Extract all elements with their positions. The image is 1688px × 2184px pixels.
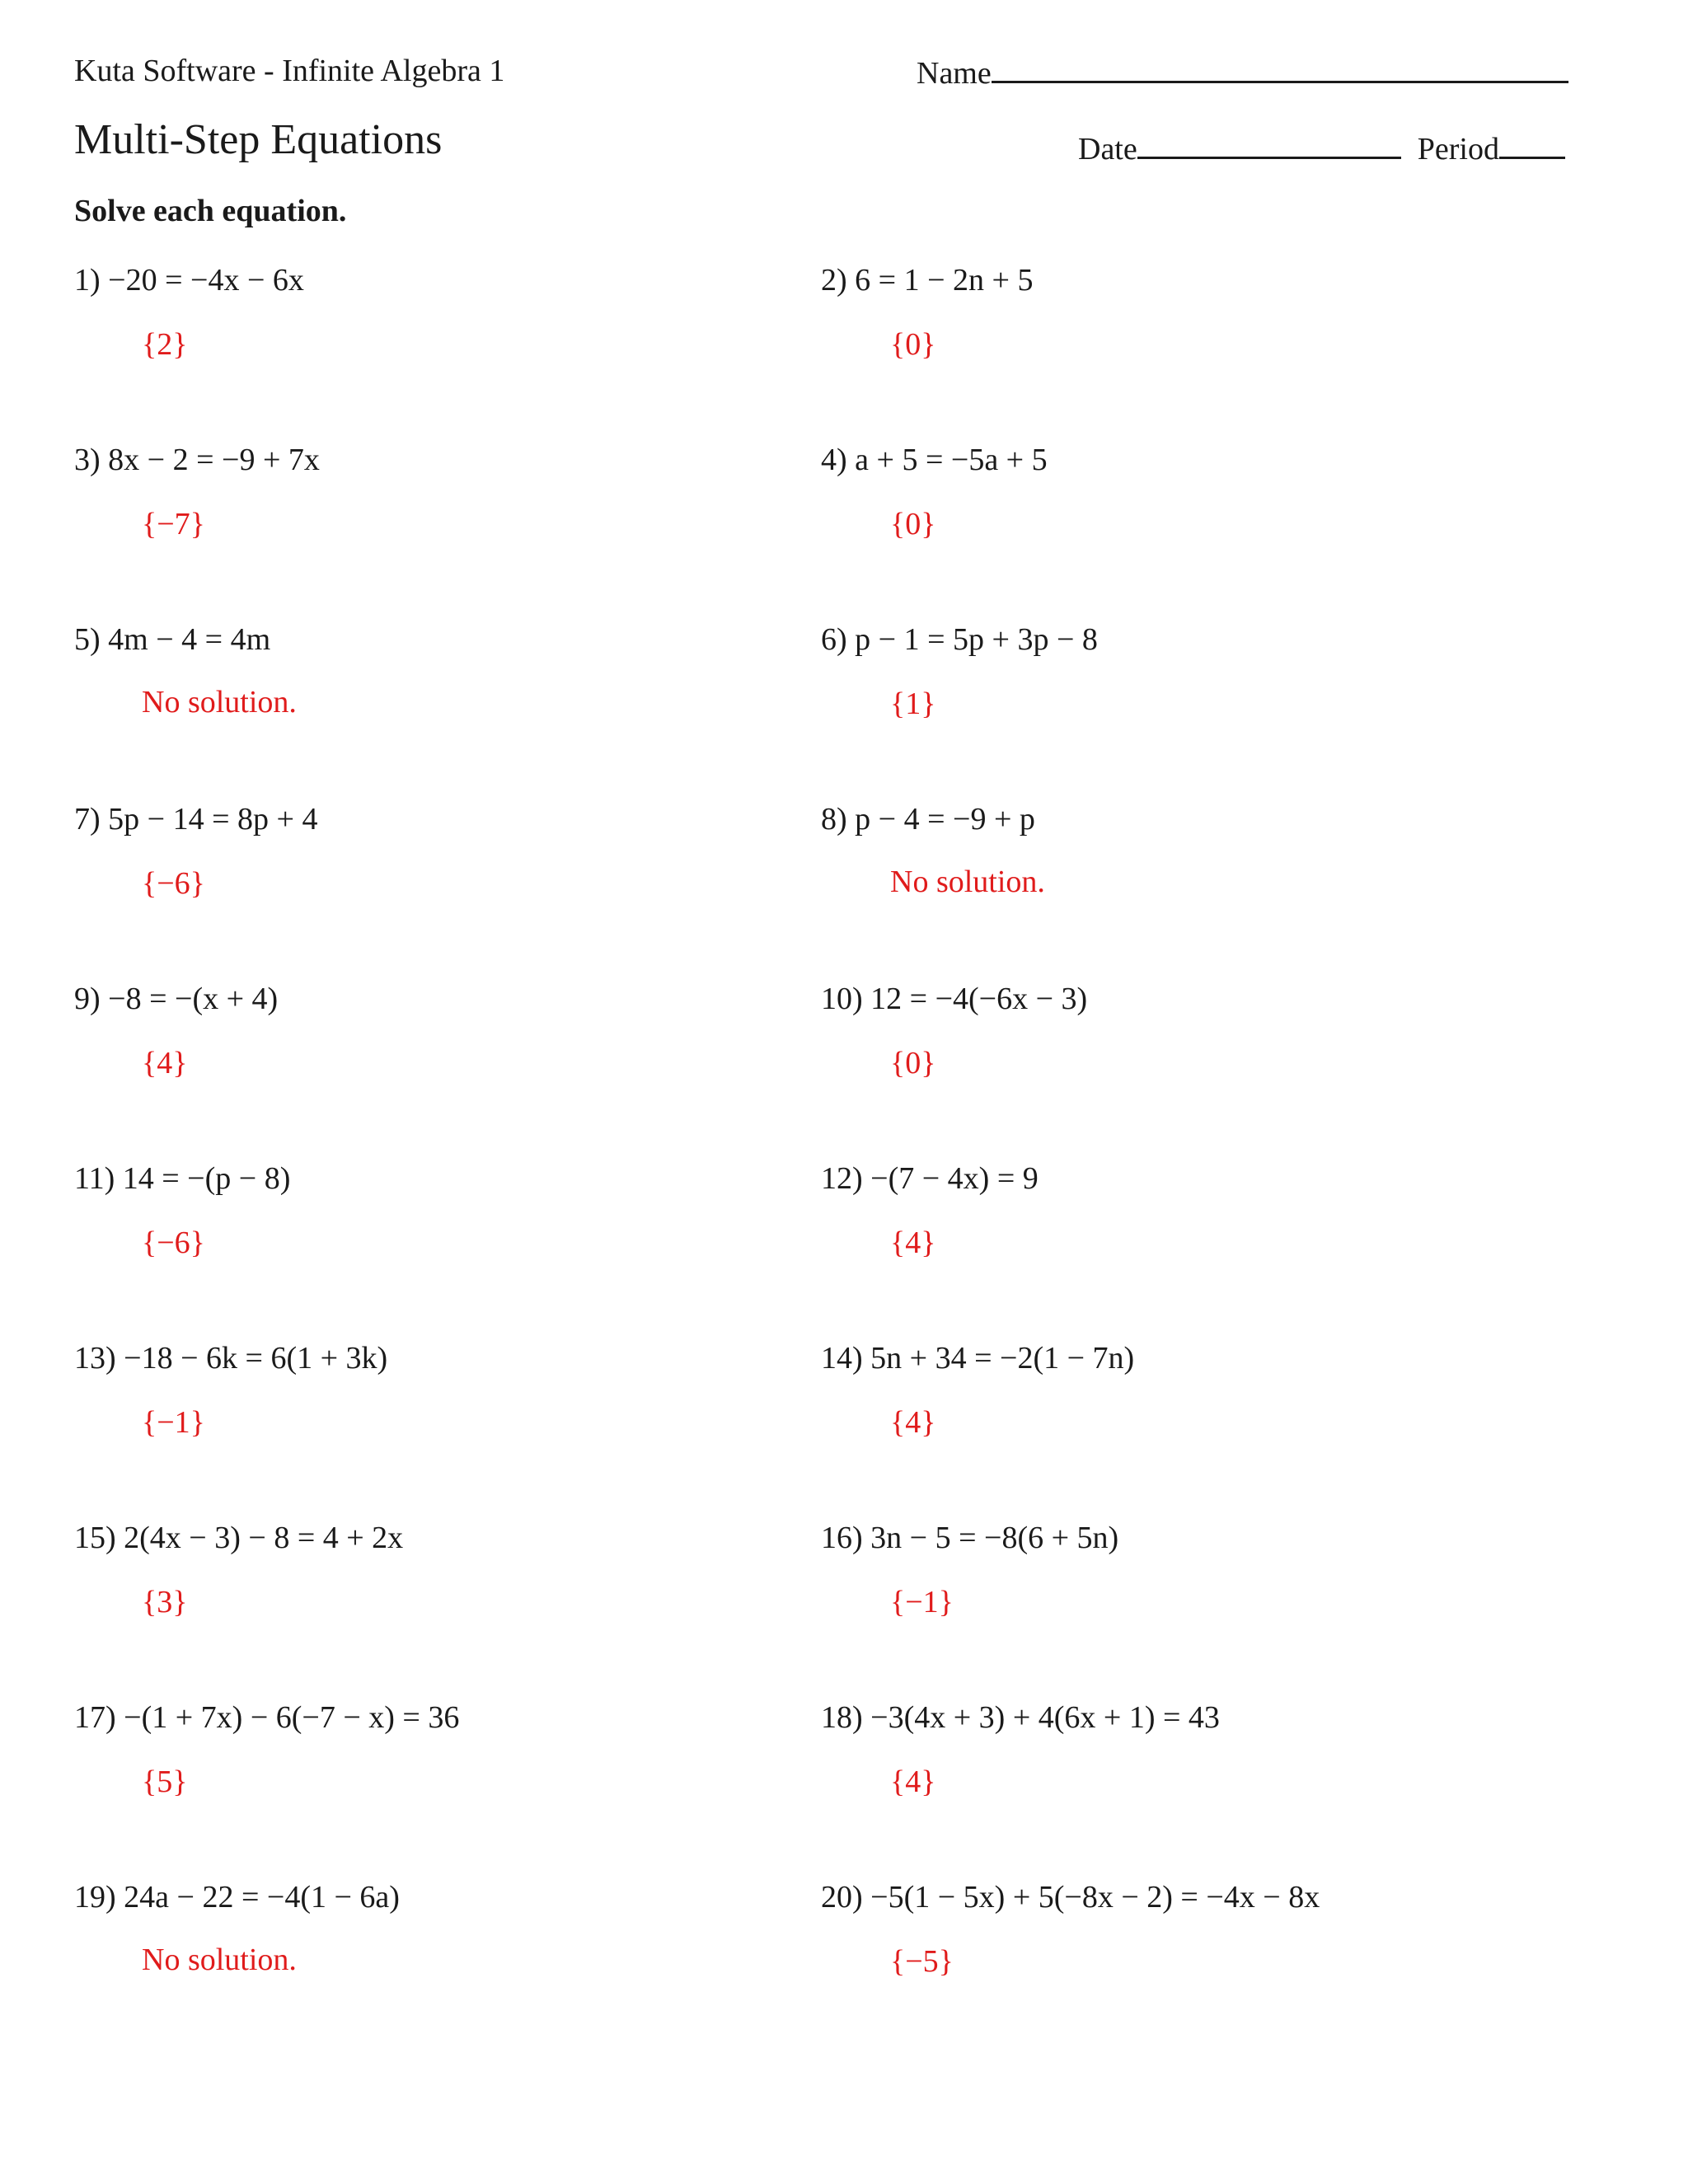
page-title: Multi-Step Equations [74,116,443,163]
answer-6: {1} [890,687,936,721]
problem-1: 1) −20 = −4x − 6x [74,263,304,298]
answer-16: {−1} [890,1585,954,1619]
answer-19: No solution. [142,1943,297,1977]
problem-16: 16) 3n − 5 = −8(6 + 5n) [821,1521,1119,1555]
problem-2: 2) 6 = 1 − 2n + 5 [821,263,1034,298]
date-field[interactable] [1137,129,1401,159]
answer-1: {2} [142,327,188,362]
problem-9: 9) −8 = −(x + 4) [74,982,279,1016]
date-label: Date [1078,132,1137,166]
software-label: Kuta Software - Infinite Algebra 1 [74,54,505,88]
answer-10: {0} [890,1046,936,1080]
answer-2: {0} [890,327,936,362]
answer-7: {−6} [142,866,205,901]
answer-4: {0} [890,507,936,541]
answer-15: {3} [142,1585,188,1619]
answer-17: {5} [142,1765,188,1799]
answer-3: {−7} [142,507,205,541]
problem-20: 20) −5(1 − 5x) + 5(−8x − 2) = −4x − 8x [821,1880,1320,1915]
problem-6: 6) p − 1 = 5p + 3p − 8 [821,622,1098,657]
problem-3: 3) 8x − 2 = −9 + 7x [74,443,320,477]
problem-7: 7) 5p − 14 = 8p + 4 [74,802,318,837]
problem-12: 12) −(7 − 4x) = 9 [821,1161,1039,1196]
answer-12: {4} [890,1226,936,1260]
answer-18: {4} [890,1765,936,1799]
problem-11: 11) 14 = −(p − 8) [74,1161,291,1196]
problem-8: 8) p − 4 = −9 + p [821,802,1035,837]
name-line [917,53,1568,91]
problem-10: 10) 12 = −4(−6x − 3) [821,982,1088,1016]
name-field[interactable] [992,53,1568,83]
name-label: Name [917,56,992,91]
answer-14: {4} [890,1405,936,1440]
problem-4: 4) a + 5 = −5a + 5 [821,443,1048,477]
problem-5: 5) 4m − 4 = 4m [74,622,271,657]
problem-14: 14) 5n + 34 = −2(1 − 7n) [821,1341,1135,1376]
problem-19: 19) 24a − 22 = −4(1 − 6a) [74,1880,400,1915]
answer-9: {4} [142,1046,188,1080]
answer-8: No solution. [890,865,1045,899]
problem-18: 18) −3(4x + 3) + 4(6x + 1) = 43 [821,1700,1220,1735]
instructions: Solve each equation. [74,194,347,228]
date-period-line [1078,129,1565,167]
period-field[interactable] [1499,129,1565,159]
answer-5: No solution. [142,685,297,719]
answer-13: {−1} [142,1405,205,1440]
answer-20: {−5} [890,1944,954,1979]
problem-17: 17) −(1 + 7x) − 6(−7 − x) = 36 [74,1700,460,1735]
period-label: Period [1417,132,1499,166]
problem-13: 13) −18 − 6k = 6(1 + 3k) [74,1341,388,1376]
problem-15: 15) 2(4x − 3) − 8 = 4 + 2x [74,1521,404,1555]
answer-11: {−6} [142,1226,205,1260]
